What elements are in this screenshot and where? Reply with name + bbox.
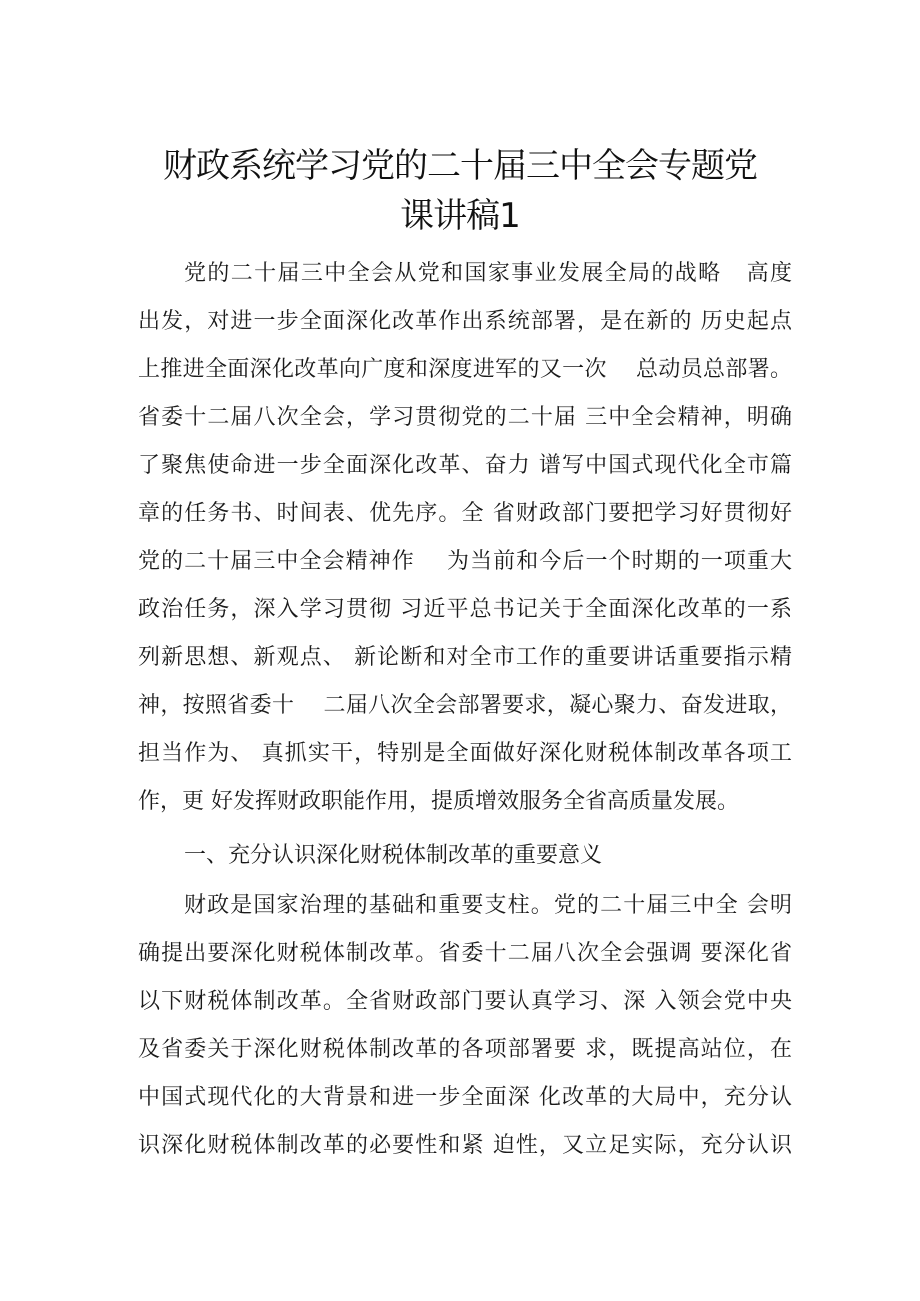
body-line: 及省委关于深化财税体制改革的各项部署要 求，既提高站位，在 [138, 1037, 792, 1062]
body-line: 省委十二届八次全会，学习贯彻党的二十届 三中全会精神，明确 [138, 405, 792, 430]
body-line: 神，按照省委十 二届八次全会部署要求，凝心聚力、奋发进取， [138, 693, 792, 718]
document-title-line-2: 课讲稿1 [400, 196, 520, 236]
body-line: 党的二十届三中全会从党和国家事业发展全局的战略 高度 [184, 261, 792, 286]
body-line: 章的任务书、时间表、优先序。全 省财政部门要把学习好贯彻好 [138, 501, 792, 526]
body-line: 识深化财税体制改革的必要性和紧 迫性，又立足实际，充分认识 [138, 1133, 792, 1158]
body-line: 作，更 好发挥财政职能作用，提质增效服务全省高质量发展。 [138, 789, 739, 814]
body-line: 上推进全面深化改革向广度和深度进军的又一次 总动员总部署。 [138, 357, 792, 382]
body-line: 出发，对进一步全面深化改革作出系统部署，是在新的 历史起点 [138, 309, 792, 334]
body-line: 财政是国家治理的基础和重要支柱。党的二十届三中全 会明 [184, 893, 792, 918]
body-line: 政治任务，深入学习贯彻 习近平总书记关于全面深化改革的一系 [138, 597, 792, 622]
body-line: 党的二十届三中全会精神作 为当前和今后一个时期的一项重大 [138, 549, 792, 574]
body-line: 确提出要深化财税体制改革。省委十二届八次全会强调 要深化省 [138, 941, 792, 966]
section-heading: 一、充分认识深化财税体制改革的重要意义 [184, 843, 603, 868]
document-title-line-1: 财政系统学习党的二十届三中全会专题党 [163, 146, 757, 186]
body-line: 了聚焦使命进一步全面深化改革、奋力 谱写中国式现代化全市篇 [138, 453, 792, 478]
body-line: 列新思想、新观点、 新论断和对全市工作的重要讲话重要指示精 [138, 645, 792, 670]
body-line: 以下财税体制改革。全省财政部门要认真学习、深 入领会党中央 [138, 989, 792, 1014]
body-line: 中国式现代化的大背景和进一步全面深 化改革的大局中，充分认 [138, 1085, 792, 1110]
body-line: 担当作为、 真抓实干，特别是全面做好深化财税体制改革各项工 [138, 741, 792, 766]
